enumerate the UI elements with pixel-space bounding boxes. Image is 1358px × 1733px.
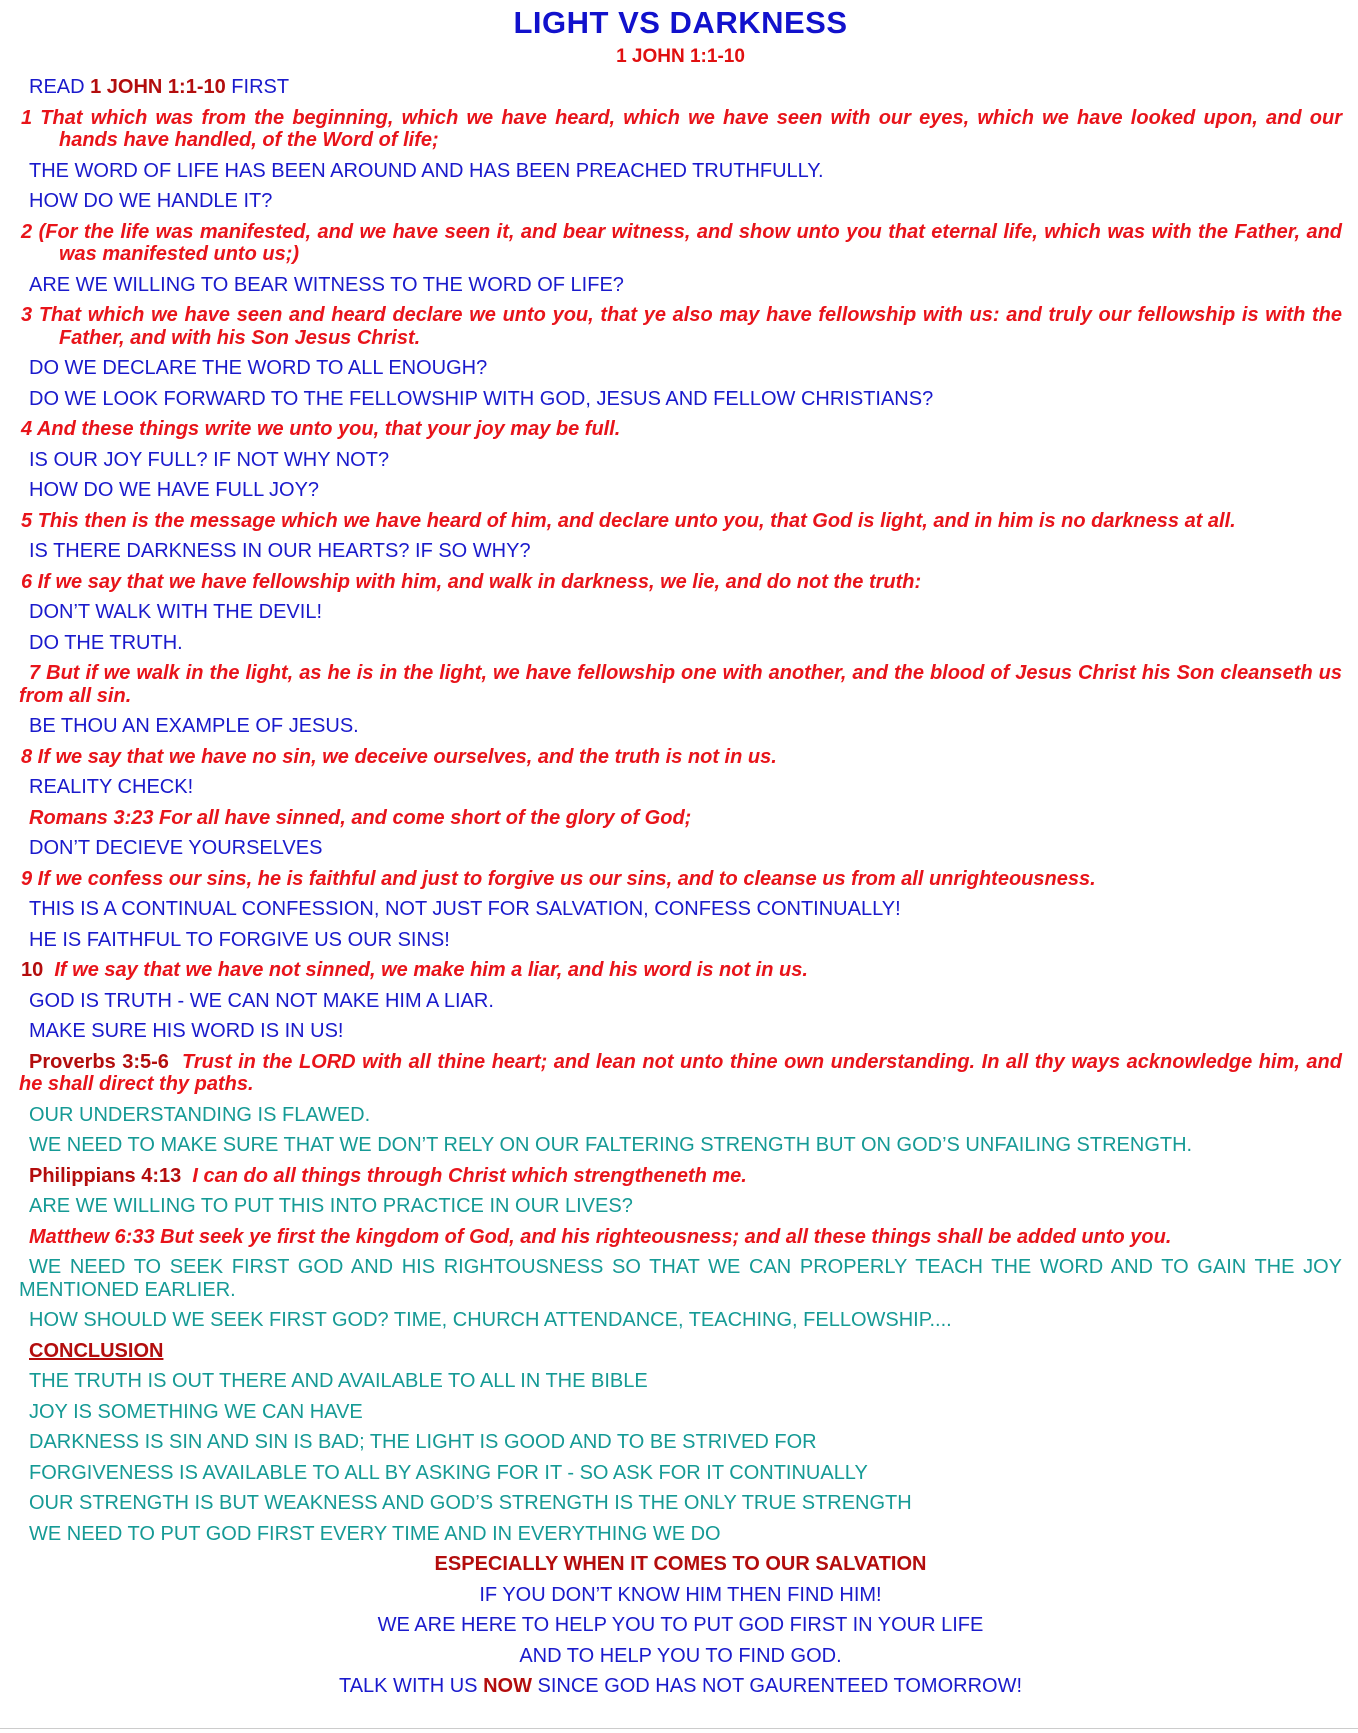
closing-line-4 — [19, 1675, 1342, 1698]
conclusion-3: DARKNESS IS SIN AND SIN IS BAD; THE LIGHT IS GOOD AND TO BE STRIVED FOR — [29, 1431, 817, 1453]
comment-1b: HOW DO WE HANDLE IT? — [29, 190, 273, 212]
verse-6: 6 If we say that we have fellowship with him, and walk in darkness, we lie, and do not the truth: — [21, 570, 922, 593]
comment-3b: DO WE LOOK FORWARD TO THE FELLOWSHIP WITH GOD, JESUS AND FELLOW CHRISTIANS? — [29, 387, 934, 410]
verse-1: 1 That which was from the beginning, which we have heard, which we have seen with our eyes, which we have looked upon, and our hands have handled, of the Word of life; — [21, 106, 1342, 151]
proverbs-reference: Proverbs 3:5-6 — [29, 1050, 169, 1073]
comment-3a: DO WE DECLARE THE WORD TO ALL ENOUGH? — [29, 357, 488, 379]
page-subtitle: 1 JOHN 1:1-10 — [616, 46, 745, 67]
read-suffix: FIRST — [225, 76, 290, 98]
teal-comment-4: WE NEED TO SEEK FIRST GOD AND HIS RIGHTOUSNESS SO THAT WE CAN PROPERLY TEACH THE WORD AND TO GAIN THE JOY MENTIONED EARLIER. — [19, 1256, 1342, 1301]
comment-8b: DON’T DECIEVE YOURSELVES — [29, 837, 323, 859]
comment-10b: MAKE SURE HIS WORD IS IN US! — [29, 1020, 344, 1042]
comment-9a: THIS IS A CONTINUAL CONFESSION, NOT JUST FOR SALVATION, CONFESS CONTINUALLY! — [29, 898, 901, 920]
romans-verse: Romans 3:23 For all have sinned, and come short of the glory of God; — [29, 806, 692, 829]
teal-comment-3: ARE WE WILLING TO PUT THIS INTO PRACTICE IN OUR LIVES? — [29, 1195, 633, 1217]
verse-9: 9 If we confess our sins, he is faithful and just to forgive us our sins, and to cleanse us from all unrighteousness. — [21, 867, 1096, 890]
proverbs-text: Trust in the LORD with all thine heart; and lean not unto thine own understanding. In all thy ways acknowledge him, and he shall direct thy paths. — [19, 1050, 1342, 1095]
read-instruction — [19, 76, 1342, 99]
read-prefix: READ — [29, 76, 91, 98]
conclusion-heading: CONCLUSION — [29, 1339, 164, 1362]
closing-now: NOW — [483, 1675, 532, 1697]
closing-line-4-a: TALK WITH US — [338, 1675, 484, 1697]
verse-10-number: 10 — [21, 959, 44, 981]
matthew-verse: Matthew 6:33 But seek ye first the kingdom of God, and his righteousness; and all these things shall be added unto you. — [29, 1225, 1172, 1248]
teal-comment-1: OUR UNDERSTANDING IS FLAWED. — [29, 1103, 371, 1126]
comment-4b: HOW DO WE HAVE FULL JOY? — [29, 479, 320, 501]
closing-line-3: AND TO HELP YOU TO FIND GOD. — [519, 1644, 842, 1667]
verse-2: 2 (For the life was manifested, and we have seen it, and bear witness, and show unto you that eternal life, which was with the Father, and was manifested unto us;) — [21, 220, 1342, 265]
closing-line-1: IF YOU DON’T KNOW HIM THEN FIND HIM! — [479, 1583, 882, 1606]
conclusion-4: FORGIVENESS IS AVAILABLE TO ALL BY ASKING FOR IT - SO ASK FOR IT CONTINUALLY — [29, 1461, 868, 1484]
read-reference: 1 JOHN 1:1-10 — [90, 76, 226, 98]
comment-8a: REALITY CHECK! — [29, 776, 194, 798]
conclusion-6: WE NEED TO PUT GOD FIRST EVERY TIME AND IN EVERYTHING WE DO — [29, 1522, 721, 1545]
bottom-divider — [0, 1728, 1358, 1729]
verse-10 — [19, 959, 1342, 982]
teal-comment-2: WE NEED TO MAKE SURE THAT WE DON’T RELY ON OUR FALTERING STRENGTH BUT ON GOD’S UNFAILING STRENGTH. — [29, 1134, 1193, 1156]
comment-4a: IS OUR JOY FULL? IF NOT WHY NOT? — [29, 448, 390, 471]
comment-9b: HE IS FAITHFUL TO FORGIVE US OUR SINS! — [29, 928, 450, 951]
teal-comment-5: HOW SHOULD WE SEEK FIRST GOD? TIME, CHURCH ATTENDANCE, TEACHING, FELLOWSHIP.... — [29, 1309, 952, 1331]
conclusion-2: JOY IS SOMETHING WE CAN HAVE — [29, 1400, 363, 1423]
comment-7a: BE THOU AN EXAMPLE OF JESUS. — [29, 715, 359, 737]
closing-emphasis: ESPECIALLY WHEN IT COMES TO OUR SALVATION — [434, 1553, 927, 1575]
proverbs-verse — [19, 1051, 1342, 1096]
conclusion-1: THE TRUTH IS OUT THERE AND AVAILABLE TO ALL IN THE BIBLE — [29, 1370, 648, 1392]
page-title: LIGHT VS DARKNESS — [513, 5, 848, 40]
comment-6b: DO THE TRUTH. — [29, 631, 183, 654]
comment-1a: THE WORD OF LIFE HAS BEEN AROUND AND HAS BEEN PREACHED TRUTHFULLY. — [29, 159, 824, 182]
philippians-verse — [19, 1165, 1342, 1188]
verse-8: 8 If we say that we have no sin, we deceive ourselves, and the truth is not in us. — [21, 745, 777, 768]
comment-10a: GOD IS TRUTH - WE CAN NOT MAKE HIM A LIAR. — [29, 989, 494, 1012]
verse-7: 7 But if we walk in the light, as he is in the light, we have fellowship one with another, and the blood of Jesus Christ his Son cleanseth us from all sin. — [19, 662, 1342, 707]
comment-6a: DON’T WALK WITH THE DEVIL! — [29, 601, 322, 623]
comment-2a: ARE WE WILLING TO BEAR WITNESS TO THE WORD OF LIFE? — [29, 273, 624, 296]
verse-5: 5 This then is the message which we have heard of him, and declare unto you, that God is light, and in him is no darkness at all. — [21, 509, 1236, 532]
philippians-text: I can do all things through Christ which strengtheneth me. — [192, 1164, 747, 1187]
closing-line-4-c: SINCE GOD HAS NOT GAURENTEED TOMORROW! — [531, 1675, 1023, 1697]
philippians-reference: Philippians 4:13 — [29, 1164, 182, 1187]
verse-3: 3 That which we have seen and heard declare we unto you, that ye also may have fellowship with us: and truly our fellowship is with the Father, and with his Son Jesus Christ. — [21, 304, 1342, 349]
closing-line-2: WE ARE HERE TO HELP YOU TO PUT GOD FIRST IN YOUR LIFE — [377, 1614, 984, 1636]
conclusion-5: OUR STRENGTH IS BUT WEAKNESS AND GOD’S STRENGTH IS THE ONLY TRUE STRENGTH — [29, 1492, 912, 1514]
verse-4: 4 And these things write we unto you, that your joy may be full. — [21, 418, 621, 440]
comment-5a: IS THERE DARKNESS IN OUR HEARTS? IF SO WHY? — [29, 540, 531, 562]
verse-10-text: If we say that we have not sinned, we make him a liar, and his word is not in us. — [54, 959, 808, 981]
